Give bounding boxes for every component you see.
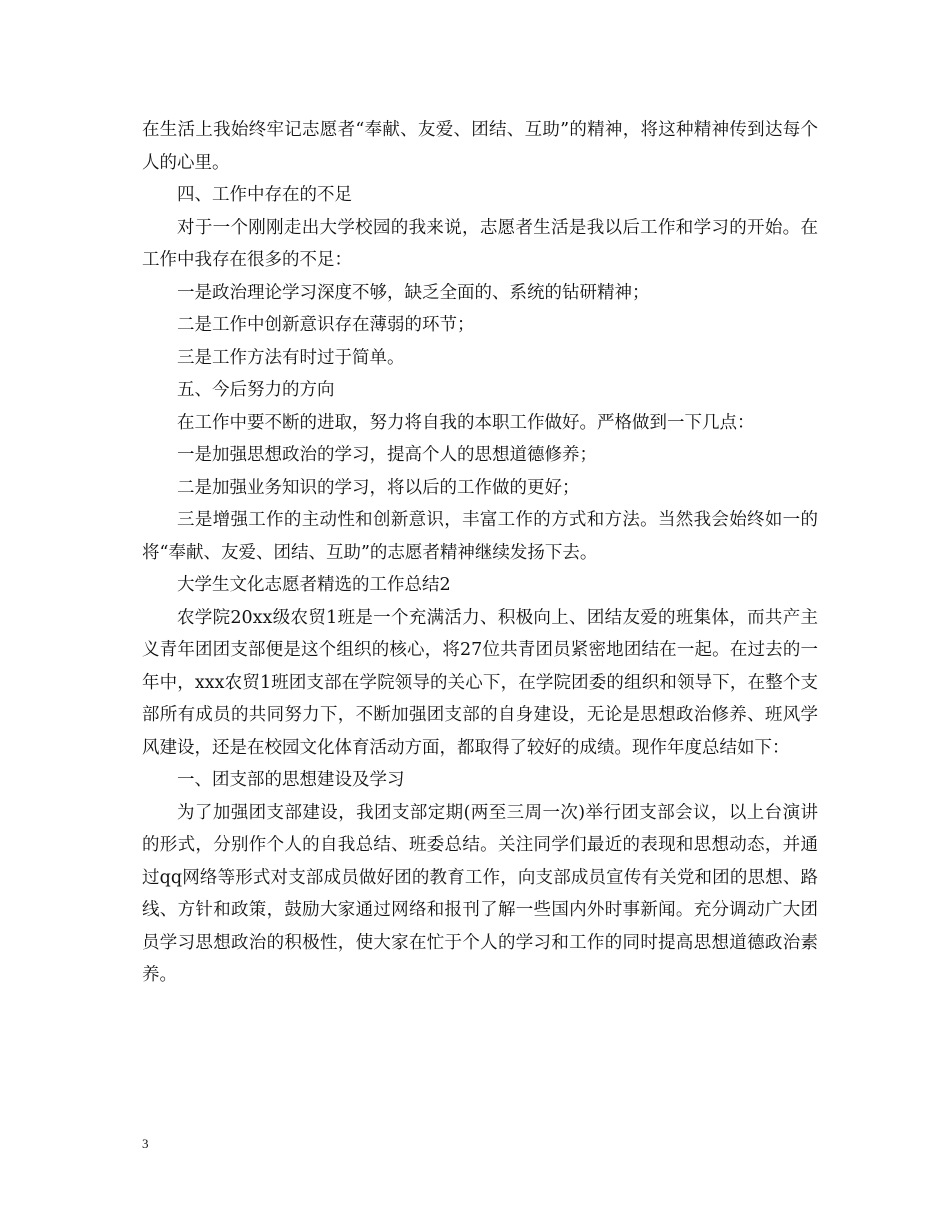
document-title: 大学生文化志愿者精选的工作总结2 xyxy=(177,575,451,595)
list-item: 三是增强工作的主动性和创新意识，丰富工作的方式和方法。当然我会始终如一的将“奉献、友爱、团结、互助”的志愿者精神继续发扬下去。 xyxy=(142,510,818,563)
list-item: 一是政治理论学习深度不够，缺乏全面的、系统的钻研精神； xyxy=(177,282,650,303)
paragraph: 对于一个刚刚走出大学校园的我来说，志愿者生活是我以后工作和学习的开始。在工作中我存在很多的不足： xyxy=(142,217,818,270)
list-item: 二是加强业务知识的学习，将以后的工作做的更好； xyxy=(177,477,580,498)
page-number: 3 xyxy=(142,1136,149,1151)
list-item: 三是工作方法有时过于简单。 xyxy=(177,347,405,368)
list-item: 二是工作中创新意识存在薄弱的环节； xyxy=(177,315,475,335)
paragraph: 为了加强团支部建设，我团支部定期(两至三周一次)举行团支部会议，以上台演讲的形式，分别作个人的自我总结、班委总结。关注同学们最近的表现和思想动态，并通过qq网络等形式对支部成员做好团的教育工作，向支部成员宣传有关党和团的思想、路线、方针和政策，鼓励大家通过网络和报刊了解一些国内外时事新闻。充分调动广大团员学习思想政治的积极性，使大家在忙于个人的学习和工作的同时提高思想道德政治素养。 xyxy=(142,802,818,985)
paragraph: 在工作中要不断的进取，努力将自我的本职工作做好。严格做到一下几点： xyxy=(177,412,755,433)
paragraph: 农学院20xx级农贸1班是一个充满活力、积极向上、团结友爱的班集体，而共产主义青年团团支部便是这个组织的核心，将27位共青团员紧密地团结在一起。在过去的一年中，xxx农贸1班团支部在学院领导的关心下，在学院团委的组织和领导下，在整个支部所有成员的共同努力下，不断加强团支部的自身建设，无论是思想政治修养、班风学风建设，还是在校园文化体育活动方面，都取得了较好的成绩。现作年度总结如下： xyxy=(142,607,818,758)
document-body xyxy=(142,114,818,992)
section-heading: 五、今后努力的方向 xyxy=(177,380,335,400)
paragraph: 在生活上我始终牢记志愿者“奉献、友爱、团结、互助”的精神，将这种精神传到达每个人的心里。 xyxy=(142,120,818,173)
section-heading: 一、团支部的思想建设及学习 xyxy=(177,770,405,790)
list-item: 一是加强思想政治的学习，提高个人的思想道德修养； xyxy=(177,445,597,465)
section-heading: 四、工作中存在的不足 xyxy=(177,185,352,205)
